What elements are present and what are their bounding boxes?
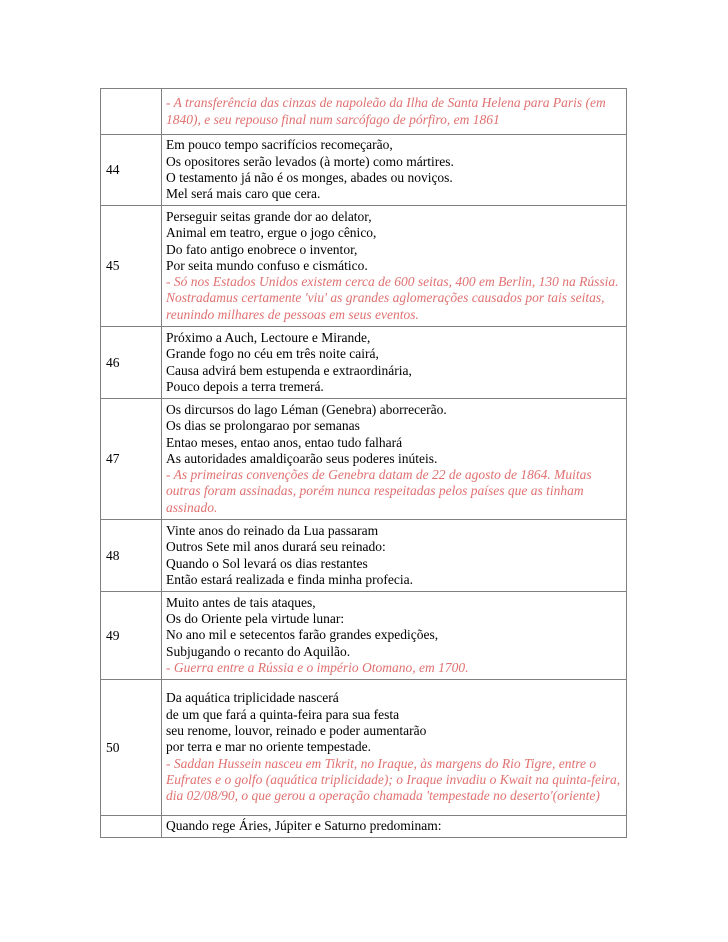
commentary-note: - Guerra entre a Rússia e o império Otomano, em 1700.: [166, 659, 469, 675]
quatrain-number: 50: [101, 680, 162, 816]
verse-line: Os dircursos do lago Léman (Genebra) aborrecerão.: [166, 401, 447, 417]
table-row: [101, 327, 627, 399]
verse-line: Quando o Sol levará os dias restantes: [166, 555, 368, 571]
commentary-note: - Só nos Estados Unidos existem cerca de 600 seitas, 400 em Berlin, 130 na Rússia. Nostradamus certamente 'viu' as grandes aglomerações causados por tais seitas, reunindo milhares de pessoas em seus eventos.: [166, 274, 619, 322]
verse-line: Perseguir seitas grande dor ao delator,: [166, 208, 372, 224]
verse-line: O testamento já não é os monges, abades ou noviços.: [166, 170, 453, 185]
verse-line: Os do Oriente pela virtude lunar:: [166, 611, 345, 627]
table-row: [101, 135, 627, 206]
table-row: [101, 592, 627, 680]
verse-line: Pouco depois a terra tremerá.: [166, 378, 324, 394]
table-row: [101, 399, 627, 520]
quatrain-cell: [162, 135, 627, 206]
verse-line: Os opositores serão levados (à morte) como mártires.: [166, 153, 454, 169]
verse-line: Subjugando o recanto do Aquilão.: [166, 643, 351, 659]
verse-line: Em pouco tempo sacrifícios recomeçarão,: [166, 137, 393, 153]
verse-line: de um que fará a quinta-feira para sua festa: [166, 706, 400, 722]
table-row: [101, 816, 627, 838]
commentary-note: - As primeiras convenções de Genebra datam de 22 de agosto de 1864. Muitas outras foram assinadas, porém nunca respeitadas pelos países que as tinham assinado.: [166, 467, 592, 515]
verse-line: Causa advirá bem estupenda e extraordinária,: [166, 362, 412, 378]
commentary-note: - A transferência das cinzas de napoleão da Ilha de Santa Helena para Paris (em 1840), e seu repouso final num sarcófago de pórfiro, em 1861: [166, 95, 606, 127]
quatrain-cell: [162, 520, 627, 592]
quatrain-cell: [162, 816, 627, 838]
quatrain-number: 47: [101, 399, 162, 520]
quatrain-cell: [162, 680, 627, 816]
verse-line: Animal em teatro, ergue o jogo cênico,: [166, 225, 377, 241]
quatrain-cell: [162, 89, 627, 135]
verse-line: Outros Sete mil anos durará seu reinado:: [166, 539, 386, 555]
verse-line: seu renome, louvor, reinado e poder aumentarão: [166, 723, 427, 739]
quatrain-number: 46: [101, 327, 162, 399]
verse-line: Os dias se prolongarao por semanas: [166, 418, 360, 434]
table-row: [101, 206, 627, 327]
quatrain-cell: [162, 592, 627, 680]
table-row: [101, 520, 627, 592]
verse-line: As autoridades amaldiçoarão seus poderes inúteis.: [166, 450, 438, 466]
verse-line: Quando rege Áries, Júpiter e Saturno predominam:: [166, 818, 442, 833]
commentary-note: - Saddan Hussein nasceu em Tikrit, no Iraque, às margens do Rio Tigre, entre o Eufrates e o golfo (aquática triplicidade); o Iraque invadiu o Kwait na quinta-feira, dia 02/08/90, o que gerou a operação chamada 'tempestade no deserto'(oriente): [166, 755, 621, 804]
verse-line: Por seita mundo confuso e cismático.: [166, 257, 368, 273]
verse-line: Entao meses, entao anos, entao tudo falhará: [166, 434, 403, 450]
verse-line: Da aquática triplicidade nascerá: [166, 690, 339, 706]
verse-line: Vinte anos do reinado da Lua passaram: [166, 522, 379, 538]
verse-line: No ano mil e setecentos farão grandes expedições,: [166, 627, 439, 643]
verse-line: Então estará realizada e finda minha profecia.: [166, 571, 413, 587]
quatrain-number: 44: [101, 135, 162, 206]
table-row: [101, 89, 627, 135]
verse-line: Mel será mais caro que cera.: [166, 186, 321, 202]
verse-line: Próximo a Auch, Lectoure e Mirande,: [166, 329, 371, 345]
prophecy-table: [100, 88, 627, 838]
quatrain-cell: [162, 399, 627, 520]
quatrain-number: 45: [101, 206, 162, 327]
verse-line: Do fato antigo enobrece o inventor,: [166, 241, 358, 257]
verse-line: Grande fogo no céu em três noite cairá,: [166, 346, 379, 362]
table-row: [101, 680, 627, 816]
quatrain-cell: [162, 327, 627, 399]
verse-line: Muito antes de tais ataques,: [166, 594, 316, 610]
quatrain-number: 48: [101, 520, 162, 592]
verse-line: por terra e mar no oriente tempestade.: [166, 739, 372, 755]
quatrain-number: 49: [101, 592, 162, 680]
quatrain-number: [101, 816, 162, 838]
quatrain-cell: [162, 206, 627, 327]
quatrain-number: [101, 89, 162, 135]
